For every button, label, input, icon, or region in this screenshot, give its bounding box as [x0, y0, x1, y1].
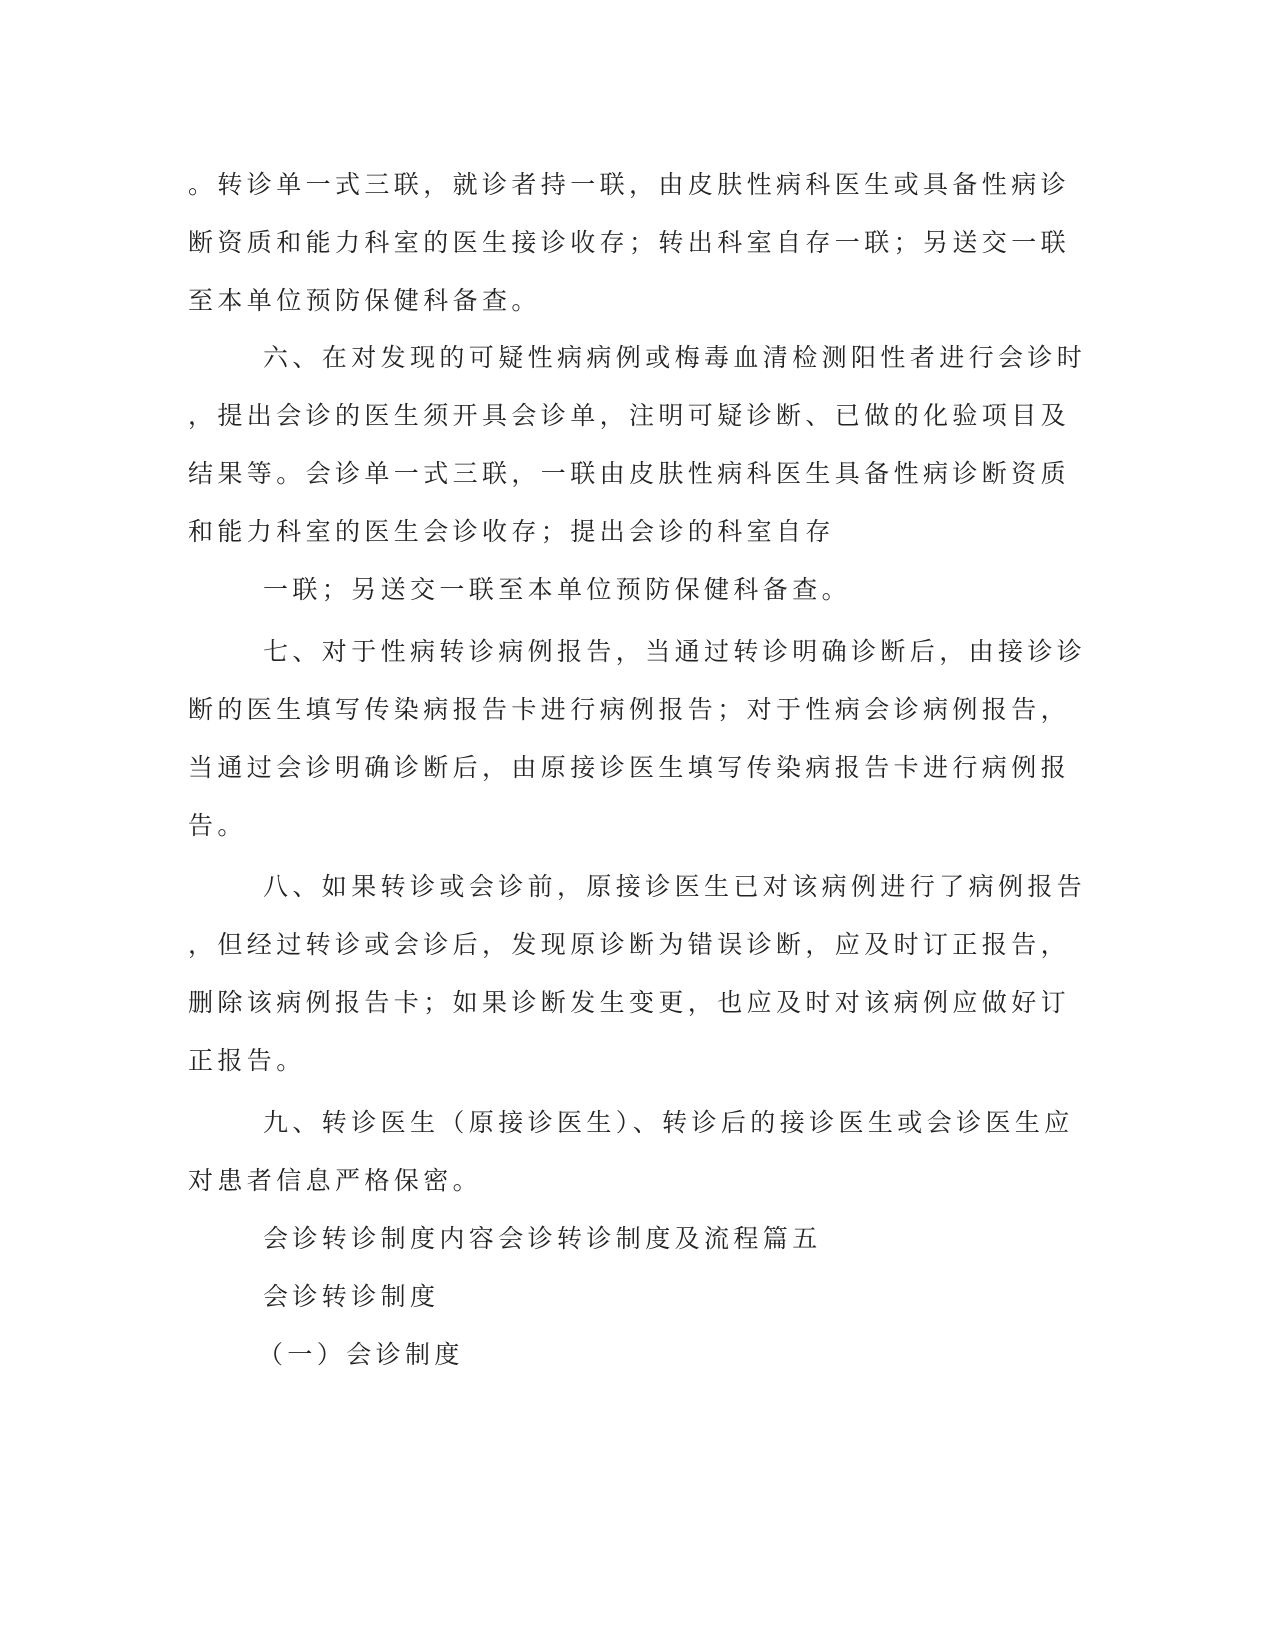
- paragraph-line: 。转诊单一式三联，就诊者持一联，由皮肤性病科医生或具备性病诊: [188, 170, 1071, 199]
- paragraph-line: 对患者信息严格保密。: [188, 1166, 483, 1195]
- paragraph-line: 结果等。会诊单一式三联，一联由皮肤性病科医生具备性病诊断资质: [188, 459, 1071, 488]
- paragraph-line: 六、在对发现的可疑性病病例或梅毒血清检测阳性者进行会诊时: [263, 343, 1087, 372]
- paragraph-line: 断资质和能力科室的医生接诊收存；转出科室自存一联；另送交一联: [188, 228, 1071, 257]
- paragraph-line: 九、转诊医生（原接诊医生）、转诊后的接诊医生或会诊医生应: [263, 1108, 1074, 1137]
- section-heading: 会诊转诊制度内容会诊转诊制度及流程篇五: [263, 1224, 822, 1253]
- section-subheading: 会诊转诊制度: [263, 1282, 440, 1311]
- paragraph-line: 至本单位预防保健科备查。: [188, 286, 541, 315]
- paragraph-line: 一联；另送交一联至本单位预防保健科备查。: [263, 575, 852, 604]
- paragraph-line: 当通过会诊明确诊断后，由原接诊医生填写传染病报告卡进行病例报: [188, 753, 1071, 782]
- paragraph-line: 告。: [188, 811, 247, 840]
- paragraph-line: ，但经过转诊或会诊后，发现原诊断为错误诊断，应及时订正报告，: [188, 930, 1071, 959]
- paragraph-line: 七、对于性病转诊病例报告，当通过转诊明确诊断后，由接诊诊: [263, 637, 1087, 666]
- paragraph-line: 八、如果转诊或会诊前，原接诊医生已对该病例进行了病例报告: [263, 872, 1087, 901]
- paragraph-line: ，提出会诊的医生须开具会诊单，注明可疑诊断、已做的化验项目及: [188, 401, 1071, 430]
- paragraph-line: 断的医生填写传染病报告卡进行病例报告；对于性病会诊病例报告，: [188, 695, 1071, 724]
- paragraph-line: 删除该病例报告卡；如果诊断发生变更，也应及时对该病例应做好订: [188, 988, 1071, 1017]
- paragraph-line: 正报告。: [188, 1046, 306, 1075]
- paragraph-line: 和能力科室的医生会诊收存；提出会诊的科室自存: [188, 517, 835, 546]
- section-subheading: （一）会诊制度: [258, 1340, 464, 1369]
